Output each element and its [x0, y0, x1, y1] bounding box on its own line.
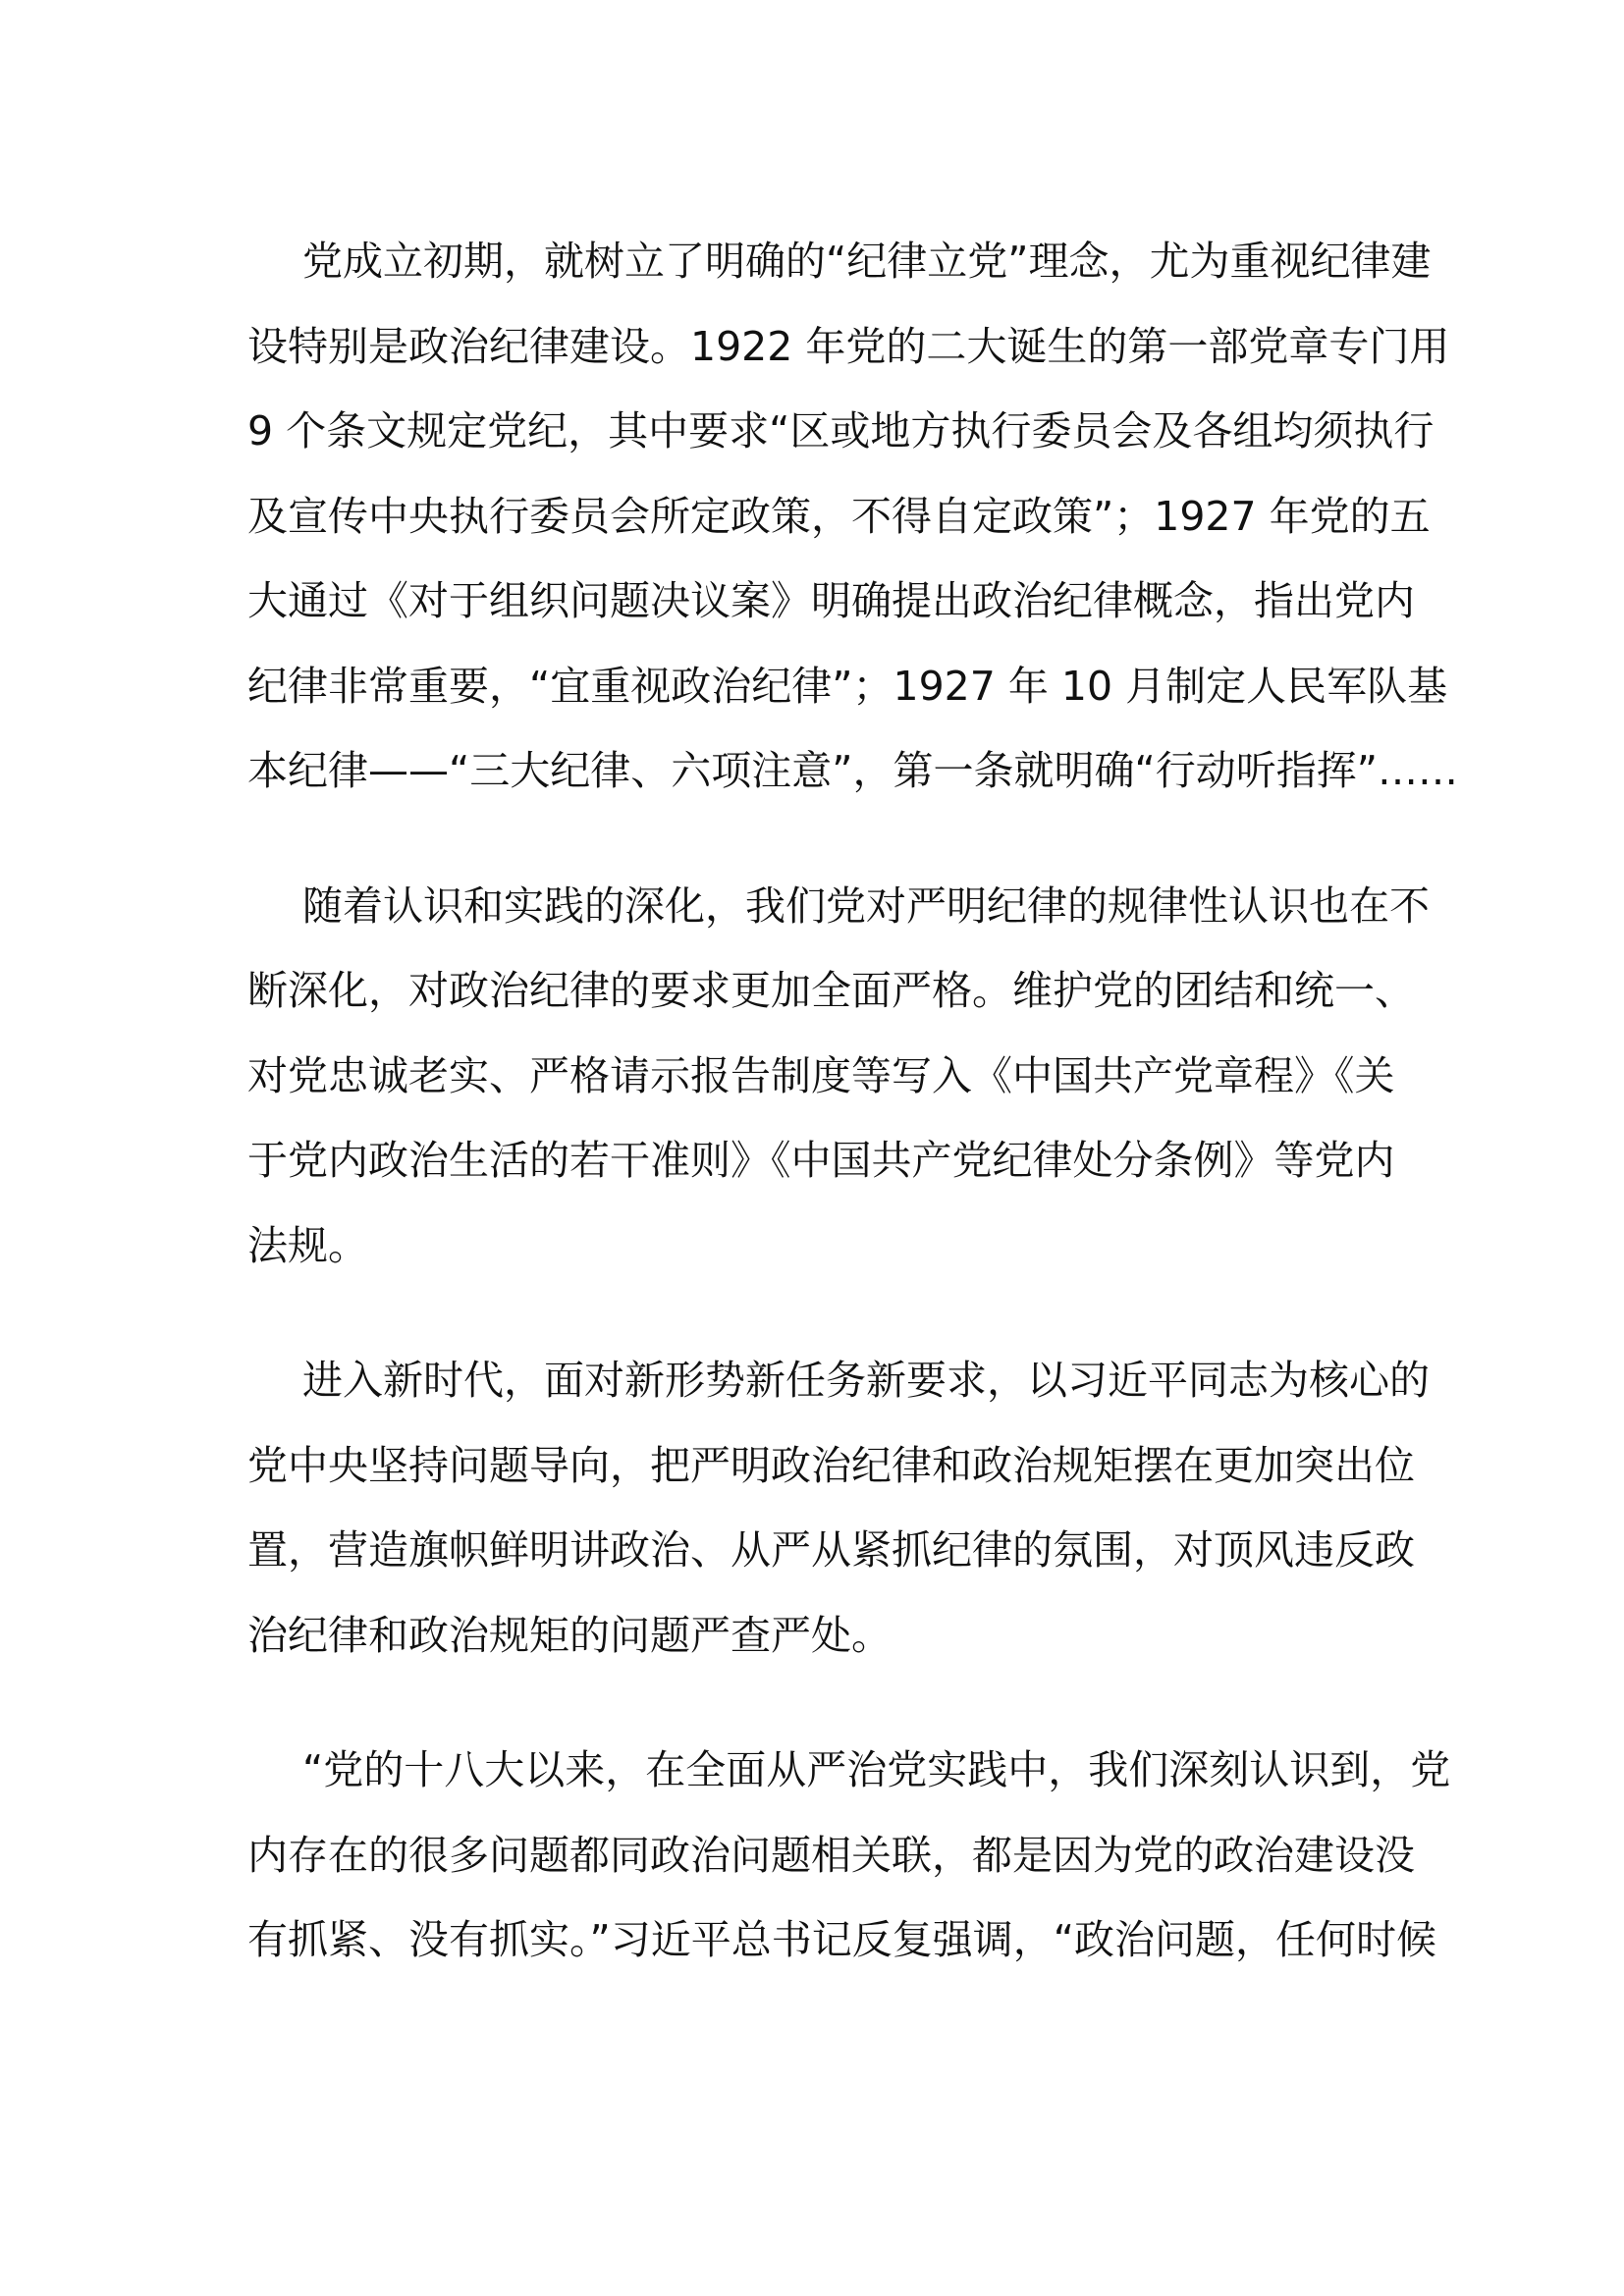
- text-line: 随着认识和实践的深化，我们党对严明纪律的规律性认识也在不: [302, 881, 1430, 930]
- paragraph-3: [247, 1338, 1430, 1678]
- paragraph-4: [247, 1728, 1451, 1983]
- text-line: 断深化，对政治纪律的要求更加全面严格。维护党的团结和统一、: [247, 967, 1415, 1014]
- document-page: [247, 219, 1458, 2033]
- text-line: 法规。: [247, 1221, 368, 1269]
- text-line: 内存在的很多问题都同政治问题相关联，都是因为党的政治建设没: [247, 1831, 1415, 1879]
- text-line: 进入新时代，面对新形势新任务新要求，以习近平同志为核心的: [302, 1357, 1430, 1404]
- text-line: 对党忠诚老实、严格请示报告制度等写入《中国共产党章程》《关: [247, 1051, 1395, 1099]
- text-line: 大通过《对于组织问题决议案》明确提出政治纪律概念，指出党内: [247, 577, 1415, 624]
- paragraph-1: [247, 219, 1458, 814]
- text-line: 治纪律和政治规矩的问题严查严处。: [247, 1611, 892, 1659]
- text-line: 置，营造旗帜鲜明讲政治、从严从紧抓纪律的氛围，对顶风违反政: [247, 1526, 1415, 1574]
- text-line: “党的十八大以来，在全面从严治党实践中，我们深刻认识到，党: [302, 1746, 1451, 1793]
- text-line: 设特别是政治纪律建设。1922 年党的二大诞生的第一部党章专门用: [247, 322, 1450, 370]
- text-line: 于党内政治生活的若干准则》《中国共产党纪律处分条例》等党内: [247, 1137, 1395, 1184]
- text-line: 党成立初期，就树立了明确的“纪律立党”理念，尤为重视纪律建: [302, 238, 1432, 285]
- paragraph-2: [247, 864, 1430, 1289]
- text-line: 纪律非常重要，“宜重视政治纪律”；1927 年 10 月制定人民军队基: [247, 662, 1448, 710]
- text-line: 9 个条文规定党纪，其中要求“区或地方执行委员会及各组均须执行: [247, 407, 1435, 454]
- text-line: 本纪律——“三大纪律、六项注意”，第一条就明确“行动听指挥”……: [247, 747, 1458, 794]
- text-line: 及宣传中央执行委员会所定政策，不得自定政策”；1927 年党的五: [247, 492, 1431, 540]
- text-line: 有抓紧、没有抓实。”习近平总书记反复强调，“政治问题，任何时候: [247, 1916, 1436, 1963]
- text-line: 党中央坚持问题导向，把严明政治纪律和政治规矩摆在更加突出位: [247, 1441, 1415, 1489]
